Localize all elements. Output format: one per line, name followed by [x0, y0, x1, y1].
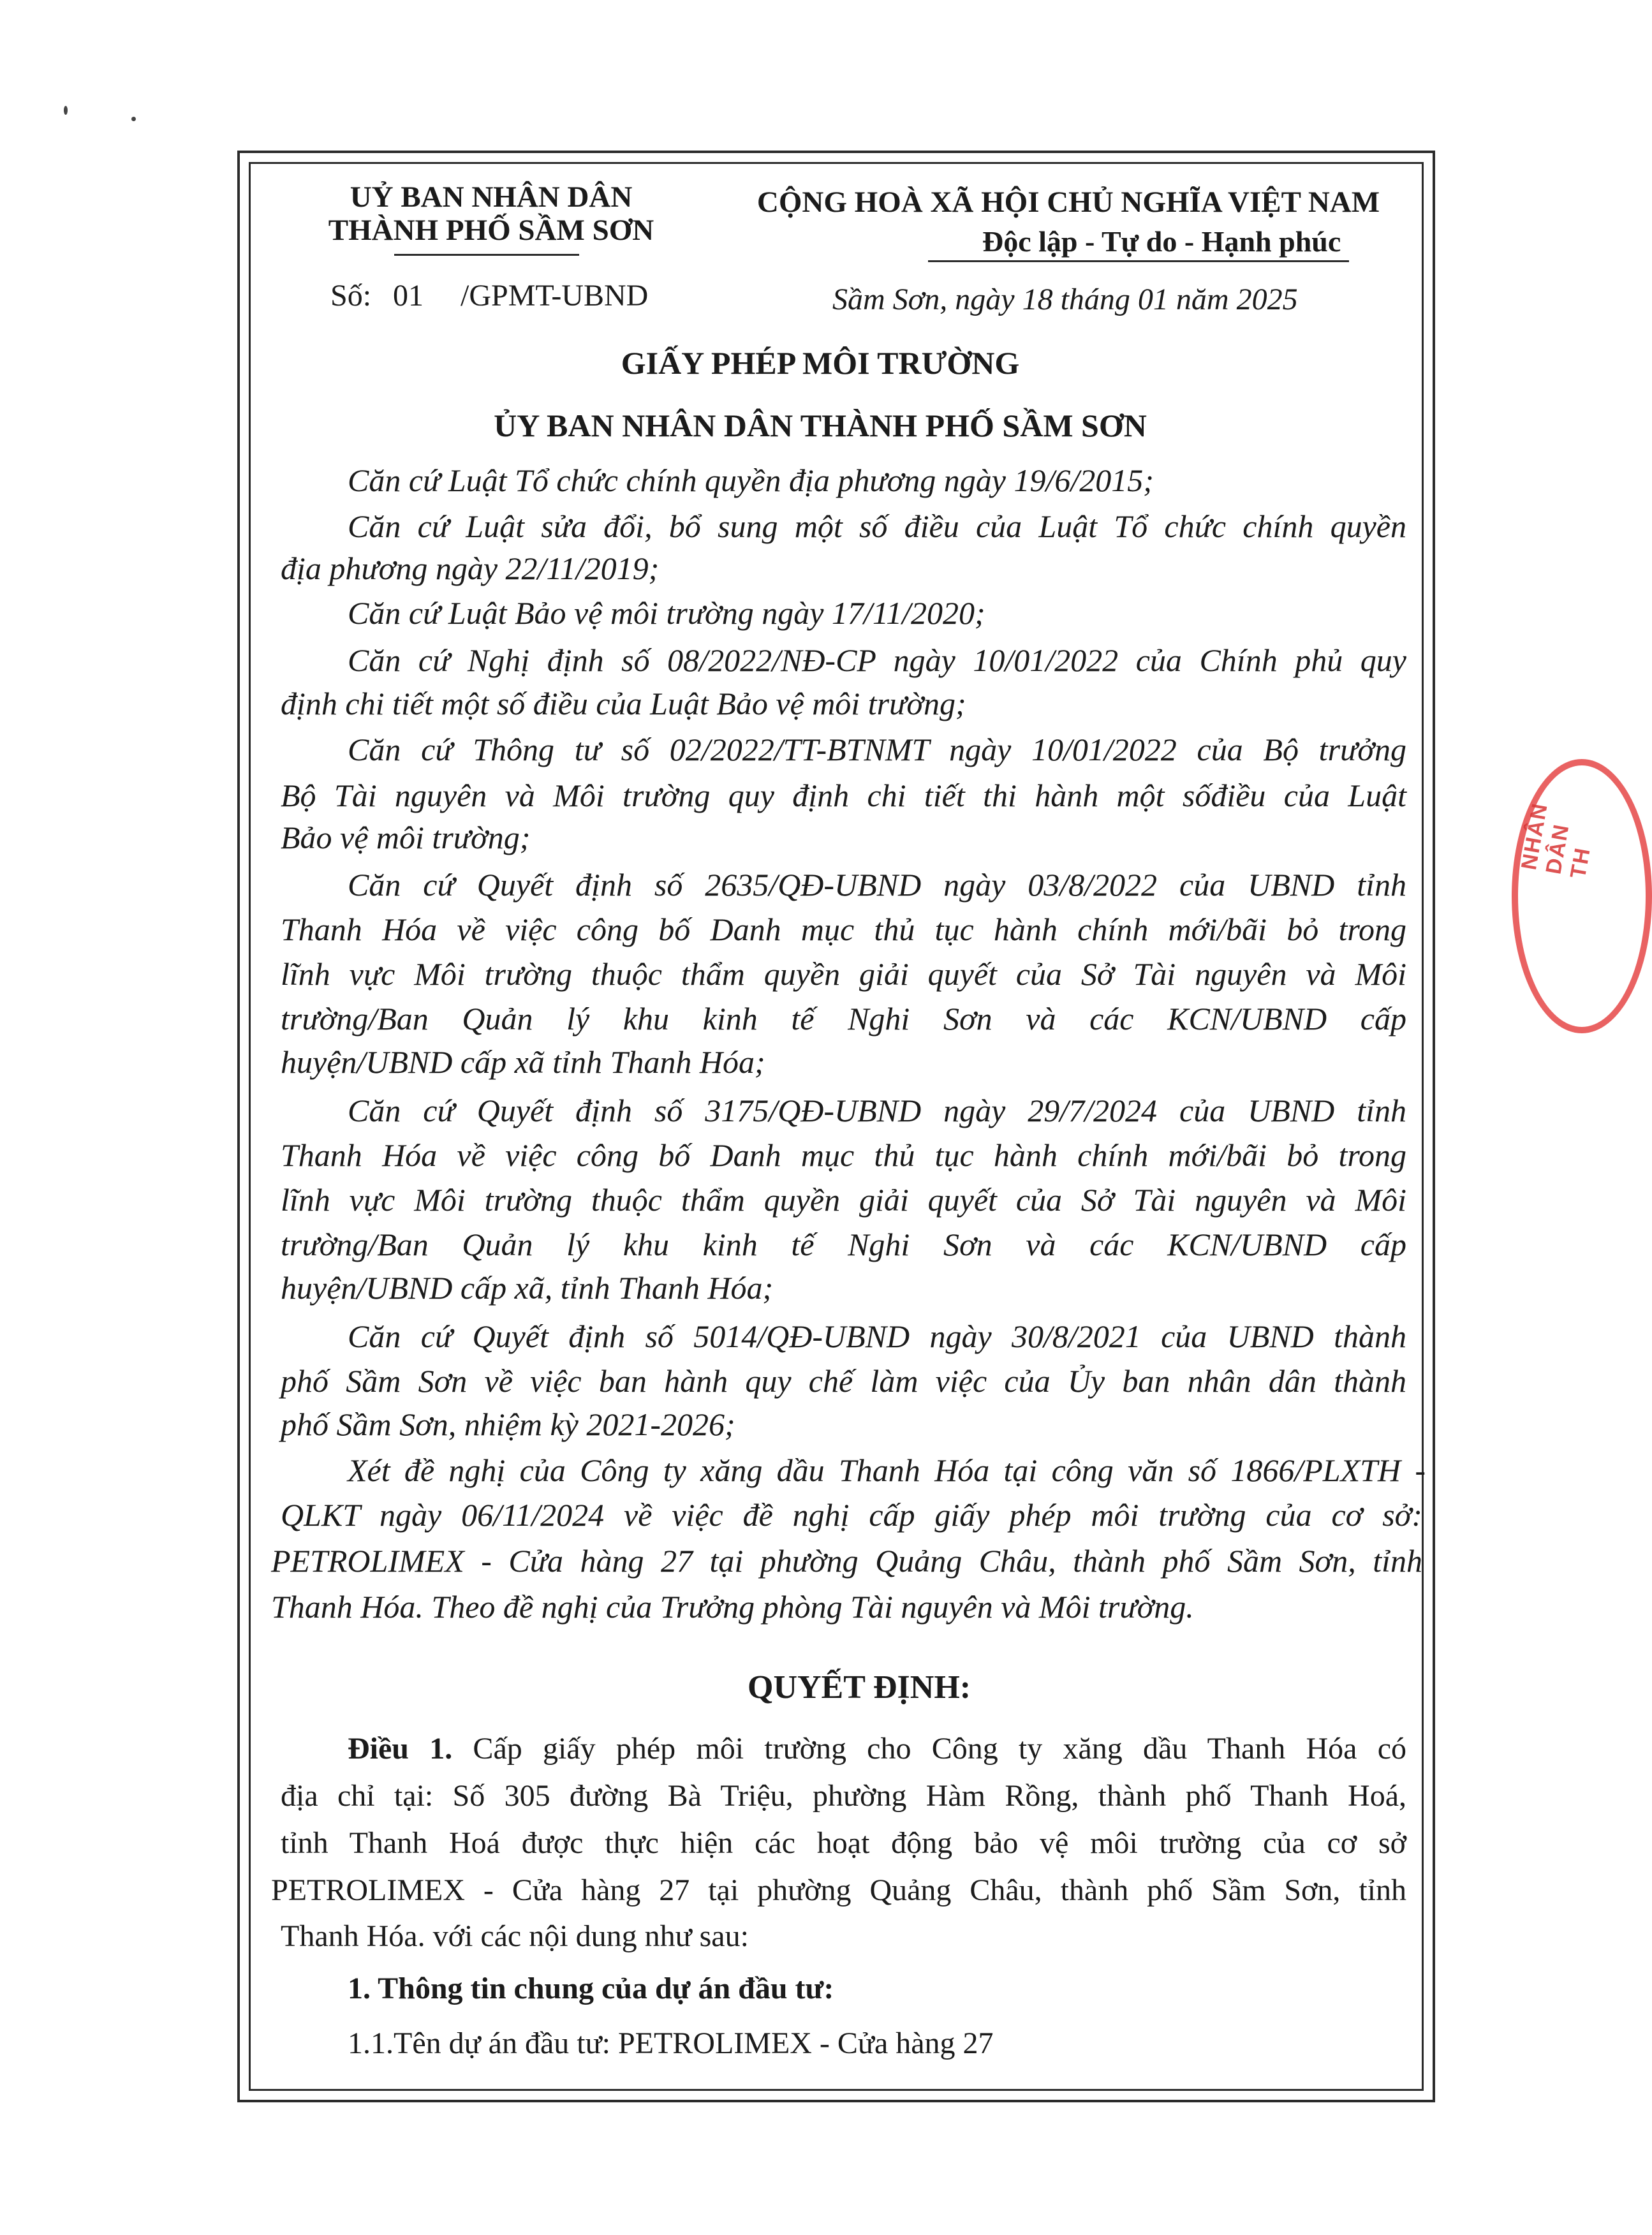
- article-1-line: Thanh Hóa. với các nội dung như sau:: [281, 1919, 749, 1953]
- legal-basis-line: Căn cứ Luật Tổ chức chính quyền địa phương ngày 19/6/2015;: [348, 462, 1154, 498]
- legal-basis-line: Căn cứ Luật sửa đổi, bổ sung một số điều của Luật Tổ chức chính quyền: [348, 508, 1406, 544]
- legal-basis-line: phố Sầm Sơn về việc ban hành quy chế làm việc của Ủy ban nhân dân thành: [281, 1363, 1406, 1399]
- issuer-line-2: THÀNH PHỐ SẦM SƠN: [328, 213, 654, 247]
- legal-basis-line: huyện/UBND cấp xã, tỉnh Thanh Hóa;: [281, 1270, 774, 1306]
- scan-speck: [131, 117, 136, 121]
- legal-basis-line: định chi tiết một số điều của Luật Bảo vệ môi trường;: [281, 686, 966, 721]
- legal-basis-line: Căn cứ Luật Bảo vệ môi trường ngày 17/11/2020;: [348, 595, 985, 631]
- national-title: CỘNG HOÀ XÃ HỘI CHỦ NGHĨA VIỆT NAM: [756, 186, 1380, 219]
- legal-basis-line: Thanh Hóa. Theo đề nghị của Trưởng phòng Tài nguyên và Môi trường.: [271, 1589, 1194, 1625]
- legal-basis-line: địa phương ngày 22/11/2019;: [281, 550, 660, 586]
- legal-basis-line: huyện/UBND cấp xã tỉnh Thanh Hóa;: [281, 1044, 765, 1080]
- article-1-label: Điều 1.: [348, 1732, 453, 1766]
- legal-basis-line: Thanh Hóa về việc công bố Danh mục thủ tục hành chính mới/bãi bỏ trong: [281, 1137, 1406, 1173]
- legal-basis-line: Căn cứ Quyết định số 3175/QĐ-UBND ngày 29/7/2024 của UBND tỉnh: [348, 1093, 1406, 1128]
- doc-number-value: 01: [393, 279, 424, 313]
- issuer-underline: [394, 254, 579, 256]
- doc-number: [330, 278, 648, 313]
- legal-basis-line: Thanh Hóa về việc công bố Danh mục thủ tục hành chính mới/bãi bỏ trong: [281, 911, 1406, 947]
- legal-basis-line: lĩnh vực Môi trường thuộc thẩm quyền giải quyết của Sở Tài nguyên và Môi: [281, 1182, 1406, 1218]
- article-1-line: PETROLIMEX - Cửa hàng 27 tại phường Quảng Châu, thành phố Sầm Sơn, tỉnh: [271, 1873, 1406, 1907]
- article-1-text: Cấp giấy phép môi trường cho Công ty xăng dầu Thanh Hóa có: [452, 1732, 1407, 1766]
- issuer-line-1: UỶ BAN NHÂN DÂN: [350, 181, 633, 214]
- legal-basis-line: PETROLIMEX - Cửa hàng 27 tại phường Quảng Châu, thành phố Sầm Sơn, tỉnh: [271, 1543, 1422, 1579]
- legal-basis-line: Xét đề nghị của Công ty xăng dầu Thanh Hóa tại công văn số 1866/PLXTH -: [348, 1452, 1426, 1488]
- scan-speck: [64, 106, 68, 115]
- decision-heading: QUYẾT ĐỊNH:: [748, 1669, 971, 1706]
- legal-basis-line: trường/Ban Quản lý khu kinh tế Nghi Sơn và các KCN/UBND cấp: [281, 1227, 1406, 1262]
- legal-basis-line: lĩnh vực Môi trường thuộc thẩm quyền giải quyết của Sở Tài nguyên và Môi: [281, 956, 1406, 992]
- article-1-line: tỉnh Thanh Hoá được thực hiện các hoạt động bảo vệ môi trường của cơ sở: [281, 1826, 1406, 1860]
- legal-basis-line: Căn cứ Nghị định số 08/2022/NĐ-CP ngày 10/01/2022 của Chính phủ quy: [348, 642, 1406, 678]
- place-date: Sầm Sơn, ngày 18 tháng 01 năm 2025: [832, 283, 1298, 316]
- legal-basis-line: Căn cứ Thông tư số 02/2022/TT-BTNMT ngày 10/01/2022 của Bộ trưởng: [348, 732, 1406, 767]
- motto-underline: [928, 260, 1349, 262]
- article-1-line: địa chỉ tại: Số 305 đường Bà Triệu, phường Hàm Rồng, thành phố Thanh Hoá,: [281, 1779, 1406, 1813]
- legal-basis-line: phố Sầm Sơn, nhiệm kỳ 2021-2026;: [281, 1406, 735, 1442]
- doc-number-label: Số:: [330, 279, 372, 313]
- doc-number-suffix: /GPMT-UBND: [461, 279, 649, 313]
- document-title: GIẤY PHÉP MÔI TRƯỜNG: [621, 345, 1020, 381]
- seal-text: NHÂN DÂN TH: [1517, 800, 1595, 881]
- legal-basis-line: trường/Ban Quản lý khu kinh tế Nghi Sơn và các KCN/UBND cấp: [281, 1001, 1406, 1036]
- issuer-name: [325, 181, 657, 247]
- legal-basis-line: Căn cứ Quyết định số 2635/QĐ-UBND ngày 03/8/2022 của UBND tỉnh: [348, 867, 1406, 903]
- issuing-authority: ỦY BAN NHÂN DÂN THÀNH PHỐ SẦM SƠN: [494, 408, 1147, 443]
- article-1-line: [348, 1734, 1406, 1764]
- legal-basis-line: Căn cứ Quyết định số 5014/QĐ-UBND ngày 30/8/2021 của UBND thành: [348, 1318, 1406, 1354]
- legal-basis-line: Bộ Tài nguyên và Môi trường quy định chi tiết thi hành một sốđiều của Luật: [281, 778, 1406, 813]
- legal-basis-line: Bảo vệ môi trường;: [281, 820, 531, 855]
- national-motto: Độc lập - Tự do - Hạnh phúc: [982, 225, 1341, 258]
- section-1-1-line: 1.1.Tên dự án đầu tư: PETROLIMEX - Cửa hàng 27: [348, 2026, 994, 2060]
- section-1-heading: 1. Thông tin chung của dự án đầu tư:: [348, 1972, 834, 2005]
- legal-basis-line: QLKT ngày 06/11/2024 về việc đề nghị cấp giấy phép môi trường của cơ sở:: [281, 1497, 1422, 1533]
